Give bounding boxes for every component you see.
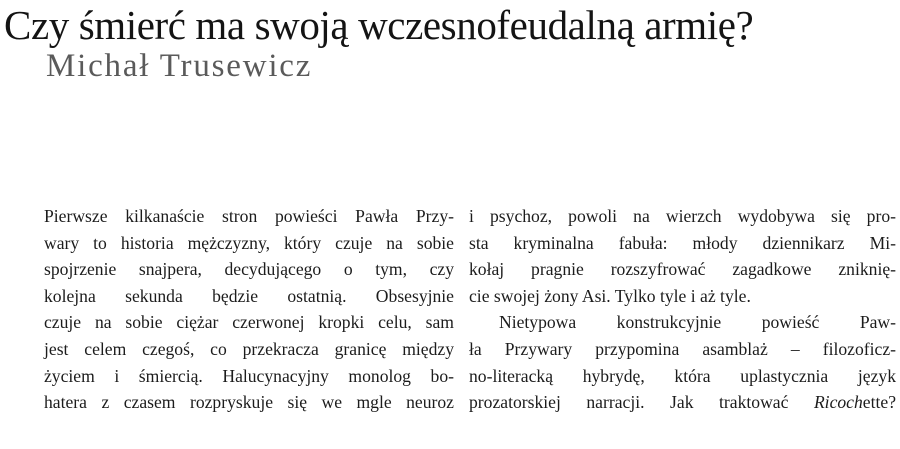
text-line: wary to historia mężczyzny, który czuje na sobie	[44, 232, 454, 253]
article-body	[44, 203, 896, 449]
final-line-suffix: ette?	[862, 392, 896, 413]
text-line-paragraph-start: Nietypowa konstrukcyjnie powieść Paw-	[499, 312, 896, 333]
text-line: czuje na sobie ciężar czerwonej kropki celu, sam	[44, 312, 454, 333]
text-line: Pierwsze kilkanaście stron powieści Pawła Przy-	[44, 206, 454, 226]
text-line: kolejna sekunda będzie ostatnią. Obsesyjnie	[44, 285, 454, 306]
book-title-italic: Ricoch	[813, 392, 863, 413]
article-author: Michał Trusewicz	[46, 48, 313, 84]
text-column-left	[44, 203, 454, 416]
text-line: życiem i śmiercią. Halucynacyjny monolog bo-	[44, 365, 454, 386]
text-line: i psychoz, powoli na wierzch wydobywa się pro-	[469, 206, 896, 226]
text-line-paragraph-end: cie swojej żony Asi. Tylko tyle i aż tyle.	[469, 285, 751, 306]
text-line: spojrzenie snajpera, decydującego o tym, czy	[44, 259, 454, 280]
article-title: Czy śmierć ma swoją wczesnofeudalną armię?	[4, 2, 754, 48]
text-line: jest celem czegoś, co przekracza granicę między	[44, 338, 454, 359]
text-line-final	[469, 389, 896, 416]
text-line: kołaj pragnie rozszyfrować zagadkowe zniknię-	[469, 259, 896, 280]
text-line: sta kryminalna fabuła: młody dziennikarz Mi-	[469, 232, 896, 253]
text-line: no-literacką hybrydę, która uplastycznia język	[469, 365, 896, 386]
text-line: ła Przywary przypomina asamblaż – filozoficz-	[469, 338, 896, 359]
text-line: hatera z czasem rozpryskuje się we mgle neuroz	[44, 392, 454, 413]
final-line-text: prozatorskiej narracji. Jak traktować	[469, 392, 814, 413]
text-column-right	[469, 203, 896, 416]
